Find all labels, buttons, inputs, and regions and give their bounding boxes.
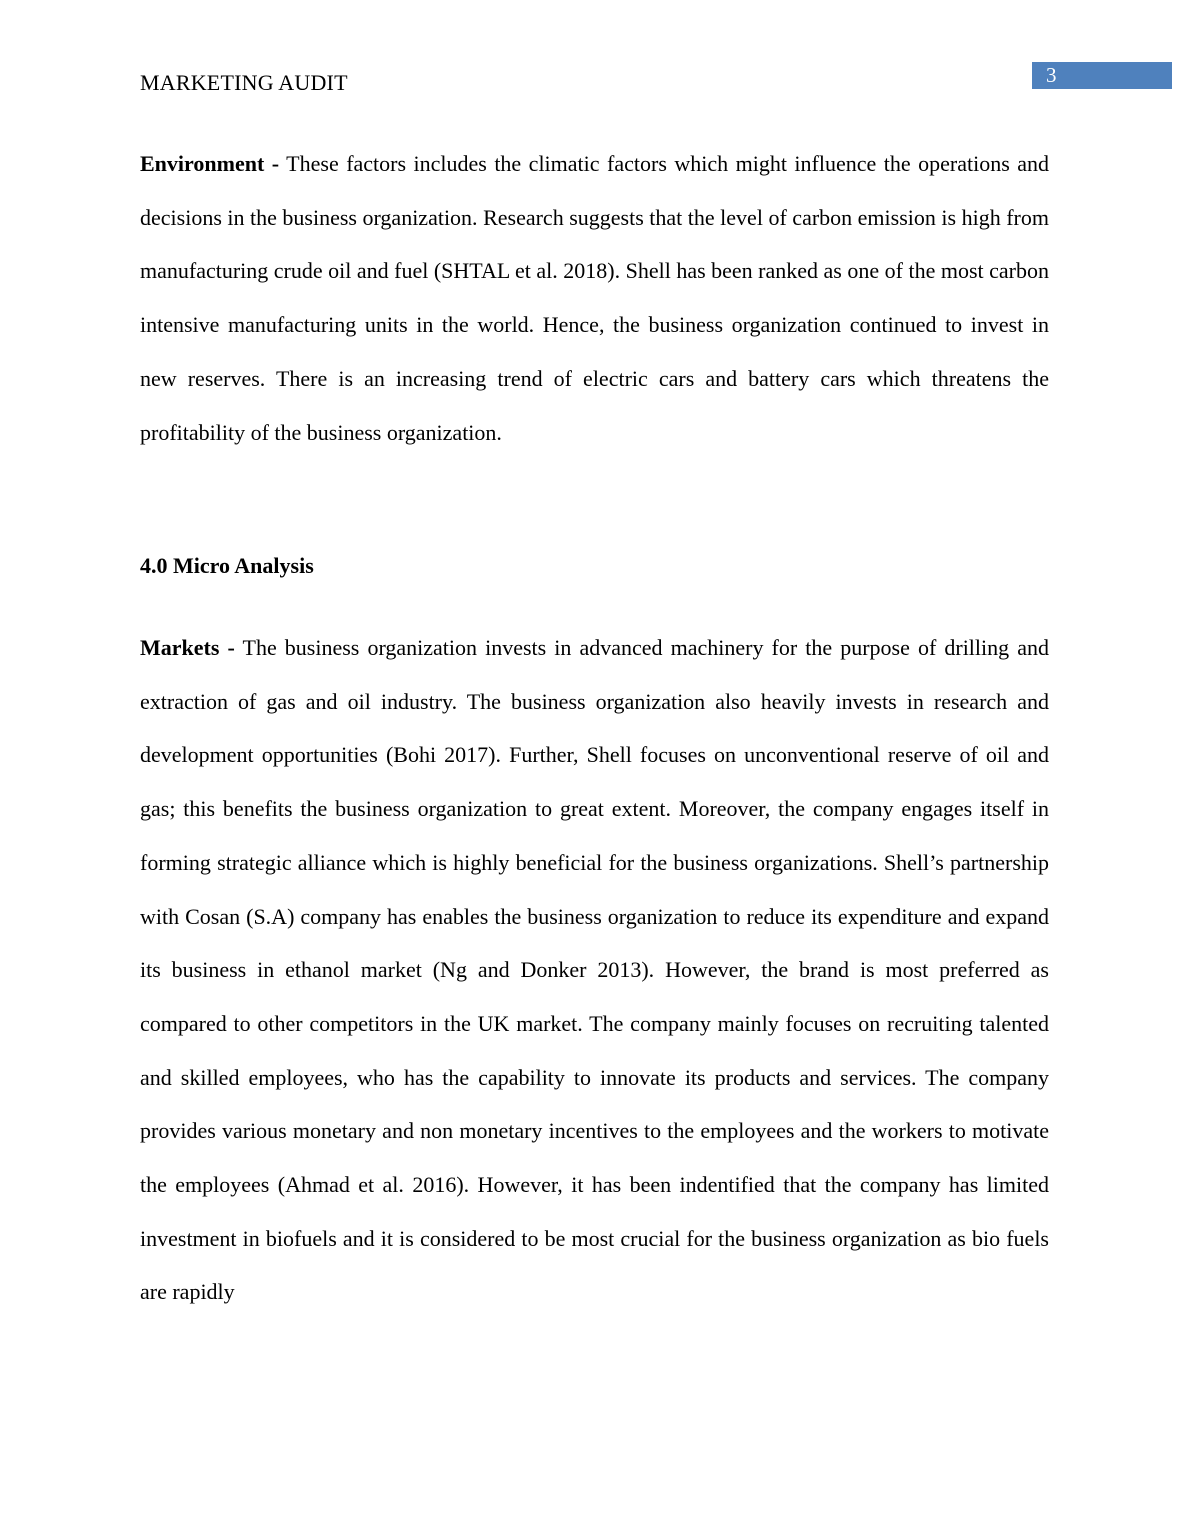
section-heading-micro-analysis: 4.0 Micro Analysis	[140, 553, 314, 578]
markets-paragraph	[140, 621, 1049, 1319]
running-header-title: MARKETING AUDIT	[140, 70, 348, 95]
markets-text: The business organization invests in advanced machinery for the purpose of drilling and extraction of gas and oil industry. The business organization also heavily invests in research and development opportunities (Bohi 2017). Further, Shell focuses on unconventional reserve of oil and gas; this benefits the business organization to great extent. Moreover, the company engages itself in forming strategic alliance which is highly beneficial for the business organizations. Shell’s partnership with Cosan (S.A) company has enables the business organization to reduce its expenditure and expand its business in ethanol market (Ng and Donker 2013). However, the brand is most preferred as compared to other competitors in the UK market. The company mainly focuses on recruiting talented and skilled employees, who has the capability to innovate its products and services. The company provides various monetary and non monetary incentives to the employees and the workers to motivate the employees (Ahmad et al. 2016). However, it has been indentified that the company has limited investment in biofuels and it is considered to be most crucial for the business organization as bio fuels are rapidly	[140, 635, 1049, 1305]
page-number-badge	[1032, 62, 1172, 89]
page-number: 3	[1046, 63, 1057, 87]
markets-term: Markets -	[140, 635, 235, 660]
environment-text: These factors includes the climatic factors which might influence the operations and decisions in the business organization. Research suggests that the level of carbon emission is high from manufacturing crude oil and fuel (SHTAL et al. 2018). Shell has been ranked as one of the most carbon intensive manufacturing units in the world. Hence, the business organization continued to invest in new reserves. There is an increasing trend of electric cars and battery cars which threatens the profitability of the business organization.	[140, 151, 1049, 445]
environment-paragraph	[140, 137, 1049, 459]
environment-term: Environment -	[140, 151, 280, 176]
